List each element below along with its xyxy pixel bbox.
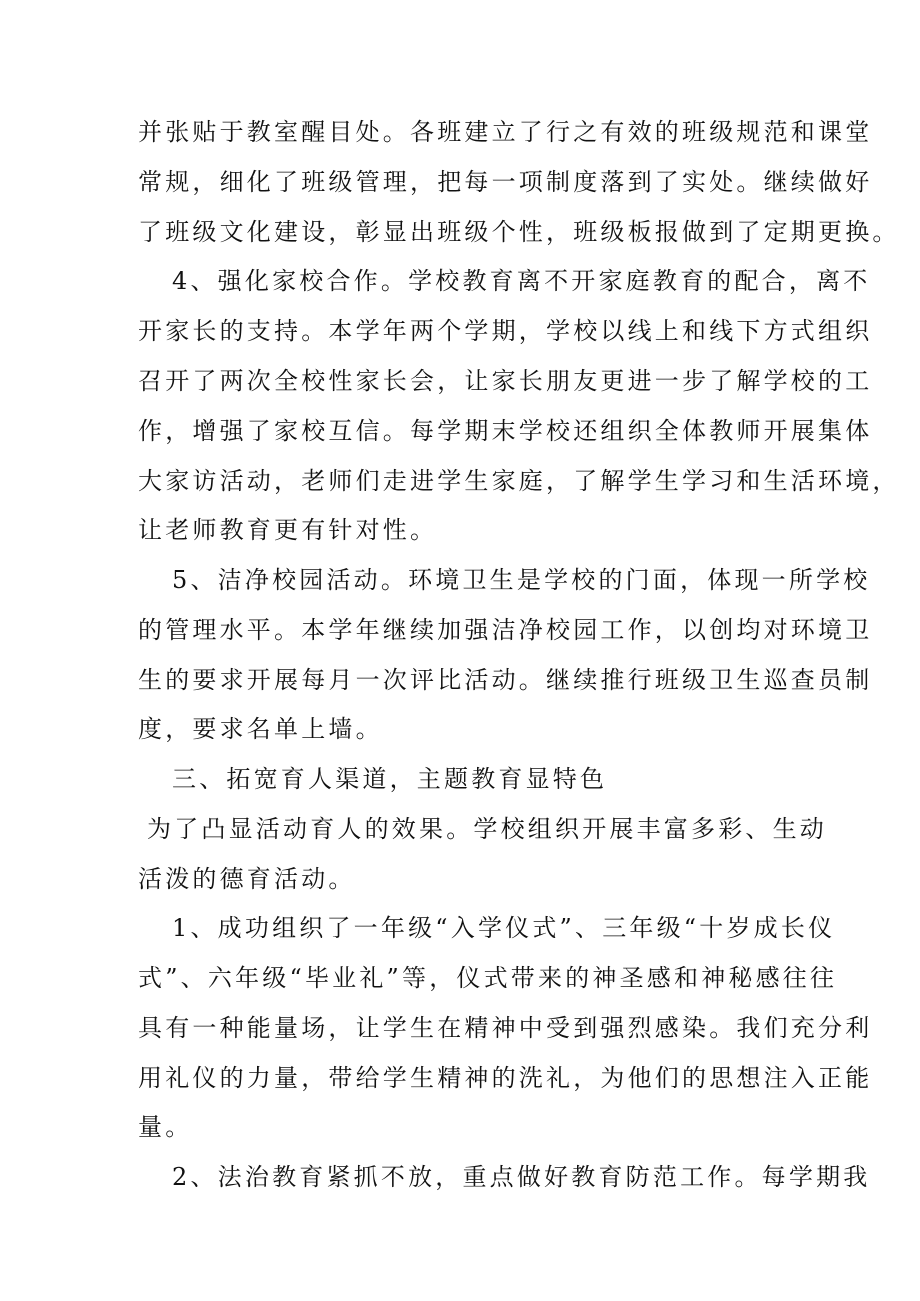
text-line: 开家长的支持。本学年两个学期，学校以线上和线下方式组织 <box>138 317 873 345</box>
paragraph-start-line: 4、强化家校合作。学校教育离不开家庭教育的配合，离不 <box>172 267 871 295</box>
text-line: 召开了两次全校性家长会，让家长朋友更进一步了解学校的工 <box>138 367 873 395</box>
text-line: 作，增强了家校互信。每学期末学校还组织全体教师开展集体 <box>138 417 873 445</box>
text-line: 生的要求开展每月一次评比活动。继续推行班级卫生巡查员制 <box>138 666 873 694</box>
text-line: 常规，细化了班级管理，把每一项制度落到了实处。继续做好 <box>138 168 873 196</box>
text-line: 大家访活动，老师们走进学生家庭，了解学生学习和生活环境， <box>138 467 900 495</box>
text-line: 式”、六年级“毕业礼”等，仪式带来的神圣感和神秘感往往 <box>138 964 838 992</box>
text-line: 度，要求名单上墙。 <box>138 715 383 743</box>
text-line: 活泼的德育活动。 <box>138 865 356 893</box>
paragraph-start-line: 为了凸显活动育人的效果。学校组织开展丰富多彩、生动 <box>147 815 827 843</box>
paragraph-start-line: 1、成功组织了一年级“入学仪式”、三年级“十岁成长仪 <box>172 914 836 942</box>
paragraph-start-line: 5、洁净校园活动。环境卫生是学校的门面，体现一所学校 <box>172 566 871 594</box>
text-line: 量。 <box>138 1113 193 1141</box>
text-line: 的管理水平。本学年继续加强洁净校园工作，以创均对环境卫 <box>138 616 873 644</box>
text-line: 并张贴于教室醒目处。各班建立了行之有效的班级规范和课堂 <box>138 118 873 146</box>
text-line: 用礼仪的力量，带给学生精神的洗礼，为他们的思想注入正能 <box>138 1064 873 1092</box>
text-line: 让老师教育更有针对性。 <box>138 516 438 544</box>
text-line: 了班级文化建设，彰显出班级个性，班级板报做到了定期更换。 <box>138 218 900 246</box>
text-line: 具有一种能量场，让学生在精神中受到强烈感染。我们充分利 <box>138 1014 873 1042</box>
section-heading: 三、拓宽育人渠道，主题教育显特色 <box>172 765 608 793</box>
paragraph-start-line: 2、法治教育紧抓不放，重点做好教育防范工作。每学期我 <box>172 1163 871 1191</box>
